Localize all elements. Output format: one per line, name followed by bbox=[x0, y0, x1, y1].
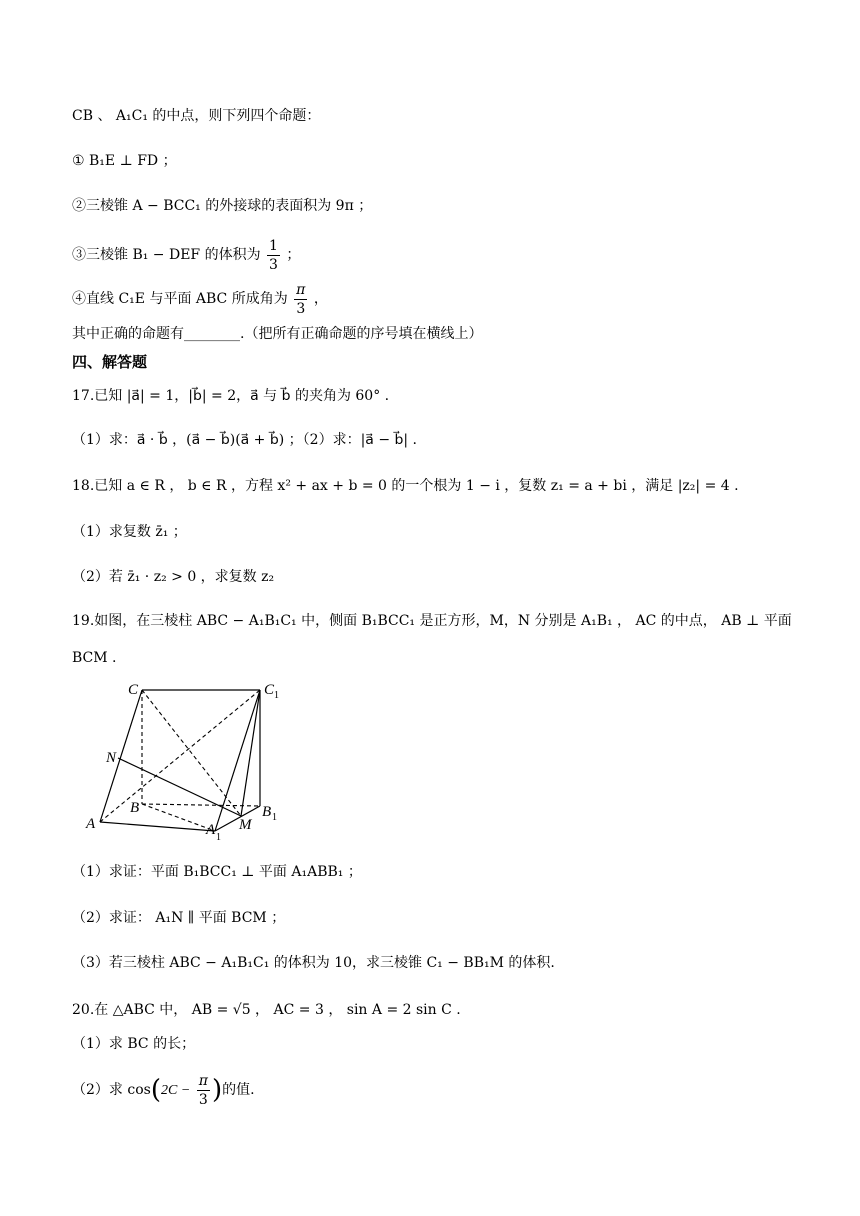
fraction-numerator: 1 bbox=[269, 237, 278, 254]
label-A1: A bbox=[206, 822, 216, 838]
label-B1: B bbox=[262, 804, 272, 820]
left-paren: ( bbox=[150, 1075, 161, 1105]
label-A: A bbox=[86, 816, 96, 832]
part-2-suffix: 的值. bbox=[222, 1082, 255, 1098]
proposition-2: ②三棱锥 A − BCC₁ 的外接球的表面积为 9π ； bbox=[72, 198, 373, 214]
right-paren: ) bbox=[211, 1075, 223, 1105]
question-20-part-1: （1）求 BC 的长； bbox=[72, 1036, 196, 1052]
question-19-part-1: （1）求证：平面 B₁BCC₁ ⊥ 平面 A₁ABB₁ ； bbox=[72, 864, 362, 880]
label-B1-subscript: 1 bbox=[272, 812, 277, 823]
question-19-part-3: （3）若三棱柱 ABC − A₁B₁C₁ 的体积为 10，求三棱锥 C₁ − BB₁M 的体积. bbox=[72, 955, 555, 971]
proposition-intro: CB 、 A₁C₁ 的中点，则下列四个命题： bbox=[72, 108, 321, 124]
question-18-part-2: （2）若 z̄₁ · z₂ > 0 ，求复数 z₂ bbox=[72, 569, 275, 585]
question-18-stem: 18.已知 a ∈ R ， b ∈ R ，方程 x² + ax + b = 0 的一个根为 1 − i ，复数 z₁ = a + bi ，满足 |z₂| = 4 . bbox=[72, 478, 739, 494]
proposition-4 bbox=[72, 280, 328, 318]
question-20-part-2 bbox=[72, 1070, 255, 1111]
question-18-part-1: （1）求复数 z̄₁ ； bbox=[72, 524, 187, 540]
question-19-stem: 19.如图，在三棱柱 ABC − A₁B₁C₁ 中，侧面 B₁BCC₁ 是正方形，M，N 分别是 A₁B₁ ， AC 的中点， AB ⊥ 平面 bbox=[72, 613, 792, 629]
fraction-denominator: 3 bbox=[296, 300, 306, 317]
fraction-numerator: π bbox=[198, 1072, 208, 1089]
label-B: B bbox=[130, 800, 140, 816]
fraction-numerator: π bbox=[296, 281, 306, 298]
question-19-part-2: （2）求证： A₁N ∥ 平面 BCM ； bbox=[72, 910, 286, 926]
label-A1-subscript: 1 bbox=[216, 832, 221, 843]
fraction-denominator: 3 bbox=[198, 1091, 208, 1108]
label-C: C bbox=[128, 682, 139, 698]
proposition-3 bbox=[72, 236, 300, 274]
fraction-denominator: 3 bbox=[269, 256, 278, 273]
proposition-3-end: ； bbox=[286, 247, 301, 263]
proposition-3-text: ③三棱锥 B₁ − DEF 的体积为 bbox=[72, 247, 261, 263]
part-2-prefix: （2）求 bbox=[72, 1082, 123, 1098]
prism-figure bbox=[80, 676, 290, 846]
question-17-stem: 17.已知 |a⃗| = 1，|b⃗| = 2，a⃗ 与 b⃗ 的夹角为 60° . bbox=[72, 388, 390, 404]
pi-over-3-fraction bbox=[197, 1072, 210, 1109]
cos-argument: 2C − bbox=[161, 1083, 191, 1098]
section-heading: 四、解答题 bbox=[72, 353, 148, 371]
fill-in-instruction: 其中正确的命题有________.（把所有正确命题的序号填在横线上） bbox=[72, 326, 483, 342]
proposition-1: ① B₁E ⊥ FD ； bbox=[72, 153, 177, 169]
question-20-stem: 20.在 △ABC 中， AB = √5 ， AC = 3 ， sin A = 2 sin C . bbox=[72, 1002, 461, 1018]
proposition-4-end: ， bbox=[313, 291, 328, 307]
label-C1: C bbox=[264, 682, 275, 698]
volume-fraction bbox=[267, 237, 280, 274]
label-M: M bbox=[239, 817, 252, 833]
question-19-stem-continued: BCM . bbox=[72, 650, 117, 666]
label-C1-subscript: 1 bbox=[274, 690, 279, 701]
question-17-parts: （1）求：a⃗ · b⃗ ，(a⃗ − b⃗)(a⃗ + b⃗) ；（2）求：|a⃗ − b⃗| . bbox=[72, 432, 418, 448]
proposition-4-text: ④直线 C₁E 与平面 ABC 所成角为 bbox=[72, 291, 288, 307]
cos-function: cos bbox=[127, 1082, 151, 1098]
label-N: N bbox=[106, 750, 117, 766]
angle-fraction bbox=[294, 281, 307, 318]
